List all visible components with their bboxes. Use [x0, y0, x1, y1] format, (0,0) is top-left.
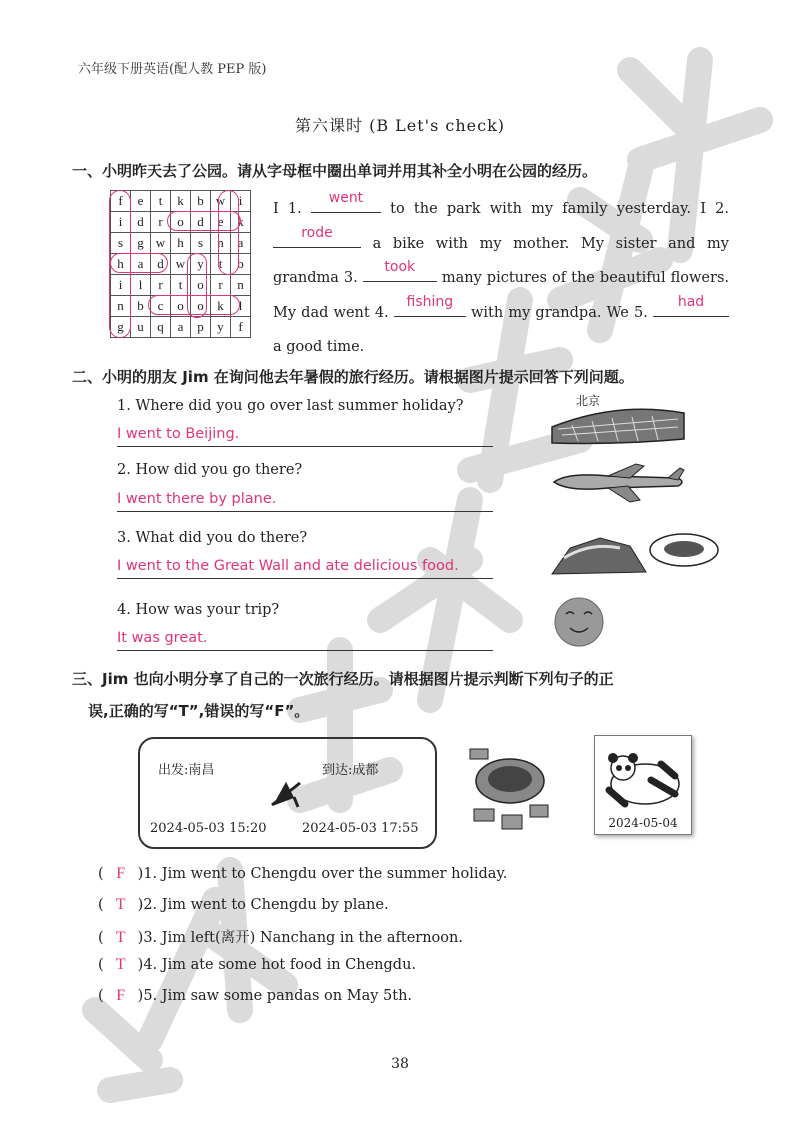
tf-text: )3. Jim left(离开) Nanchang in the afternoon. — [137, 930, 463, 946]
tf-text: )4. Jim ate some hot food in Chengdu. — [137, 957, 417, 973]
tf-text: )5. Jim saw some pandas on May 5th. — [137, 988, 413, 1004]
grid-cell[interactable]: o — [191, 296, 211, 317]
blank-5[interactable] — [653, 293, 729, 317]
grid-cell[interactable]: t — [151, 191, 171, 212]
grid-cell[interactable]: r — [211, 275, 231, 296]
passage-text: a good time. — [273, 339, 365, 355]
grid-cell[interactable]: o — [171, 296, 191, 317]
grid-cell[interactable]: b — [131, 296, 151, 317]
grid-cell[interactable]: i — [111, 212, 131, 233]
answer-5: had — [677, 293, 705, 310]
tf-mark[interactable]: T — [115, 929, 126, 946]
grid-cell[interactable]: h — [111, 254, 131, 275]
answer-1: went — [328, 190, 364, 206]
answer-text: It was great. — [117, 630, 208, 646]
arrive-time: 2024-05-03 17:55 — [302, 821, 419, 836]
grid-cell[interactable]: e — [211, 212, 231, 233]
grid-cell[interactable]: k — [211, 296, 231, 317]
grid-cell[interactable]: u — [131, 317, 151, 338]
grid-cell[interactable]: k — [231, 212, 251, 233]
tf-item-5: ( F )5. Jim saw some pandas on May 5th. — [98, 987, 413, 1004]
tf-item-2: ( T )2. Jim went to Chengdu by plane. — [98, 896, 389, 913]
answer-line-1[interactable] — [117, 426, 493, 447]
grid-cell[interactable]: y — [211, 317, 231, 338]
grid-cell[interactable]: a — [231, 233, 251, 254]
answer-text: I went to Beijing. — [117, 426, 240, 442]
grid-cell[interactable]: g — [131, 233, 151, 254]
grid-cell[interactable]: n — [231, 275, 251, 296]
grid-cell[interactable]: n — [111, 296, 131, 317]
answer-line-3[interactable] — [117, 558, 493, 579]
grid-cell[interactable]: w — [171, 254, 191, 275]
tf-text: )1. Jim went to Chengdu over the summer holiday. — [137, 866, 508, 882]
passage-text: many pictures of the beautiful flowers. My dad went 4. — [273, 270, 729, 321]
passage-text: to the park with my family yesterday. I 2. — [390, 201, 730, 217]
grid-cell[interactable]: s — [111, 233, 131, 254]
beijing-label: 北京 — [576, 394, 601, 408]
airplane-picture — [548, 462, 688, 504]
grid-cell[interactable]: i — [231, 191, 251, 212]
grid-cell[interactable]: w — [211, 191, 231, 212]
grid-cell[interactable]: o — [171, 212, 191, 233]
grid-cell[interactable]: e — [131, 191, 151, 212]
grid-cell[interactable]: c — [151, 296, 171, 317]
circle-had — [110, 253, 168, 273]
blank-1[interactable] — [311, 190, 381, 213]
grid-cell[interactable]: p — [191, 317, 211, 338]
grid-cell[interactable]: a — [171, 317, 191, 338]
lesson-title: 第六课时 (B Let's check) — [294, 116, 506, 135]
answer-4: fishing — [406, 293, 454, 310]
depart-time: 2024-05-03 15:20 — [150, 821, 267, 836]
grid-cell[interactable]: a — [131, 254, 151, 275]
great-wall-food-picture — [550, 528, 722, 578]
question-1: 1. Where did you go over last summer holiday? — [117, 398, 464, 414]
grid-row — [111, 275, 251, 296]
blank-4[interactable] — [394, 293, 466, 317]
passage-text: a bike with my mother. My sister and my grandma 3. — [273, 235, 729, 286]
question-3: 3. What did you do there? — [117, 530, 308, 546]
passage-text: with my grandpa. We 5. — [470, 304, 648, 321]
passage-text: I 1. — [273, 201, 302, 217]
grid-cell[interactable]: d — [151, 254, 171, 275]
answer-3: took — [384, 259, 416, 275]
tf-mark[interactable]: T — [115, 896, 126, 913]
section3-heading-line2: 误,正确的写“T”,错误的写“F”。 — [88, 702, 310, 720]
smiley-face-icon — [548, 596, 610, 648]
grid-cell[interactable]: r — [151, 212, 171, 233]
passage — [273, 192, 729, 365]
grid-cell[interactable]: l — [231, 296, 251, 317]
photo-date: 2024-05-04 — [608, 816, 678, 830]
grid-cell[interactable]: b — [191, 191, 211, 212]
tf-item-1: ( F )1. Jim went to Chengdu over the summer holiday. — [98, 865, 508, 882]
grid-cell[interactable]: n — [211, 233, 231, 254]
grid-cell[interactable]: f — [231, 317, 251, 338]
grid-cell[interactable]: k — [171, 191, 191, 212]
answer-text: I went to the Great Wall and ate delicious food. — [117, 558, 459, 574]
tf-mark[interactable]: F — [116, 865, 126, 882]
grid-cell[interactable]: g — [111, 317, 131, 338]
blank-2[interactable] — [273, 224, 361, 248]
question-4: 4. How was your trip? — [117, 602, 280, 618]
tf-mark[interactable]: T — [115, 956, 126, 973]
grid-cell[interactable]: t — [171, 275, 191, 296]
question-2: 2. How did you go there? — [117, 462, 303, 478]
section2-heading: 二、小明的朋友 Jim 在询问他去年暑假的旅行经历。请根据图片提示回答下列问题。 — [72, 368, 634, 386]
answer-text: I went there by plane. — [117, 491, 277, 507]
grid-cell[interactable]: l — [131, 275, 151, 296]
answer-2: rode — [301, 224, 333, 241]
page-number: 38 — [391, 1056, 409, 1072]
panda-photo — [594, 735, 692, 835]
circle-rode — [167, 211, 241, 231]
flight-ticket — [138, 737, 437, 849]
grid-cell[interactable]: d — [191, 212, 211, 233]
grid-cell[interactable]: r — [151, 275, 171, 296]
stadium-picture — [548, 405, 688, 447]
hotpot-picture — [462, 747, 554, 835]
grid-cell[interactable]: t — [211, 254, 231, 275]
grid-row — [111, 317, 251, 338]
grid-cell[interactable]: s — [191, 233, 211, 254]
grid-cell[interactable]: q — [151, 317, 171, 338]
circle-cook — [148, 295, 240, 315]
grid-cell[interactable]: h — [171, 233, 191, 254]
grid-cell[interactable]: b — [231, 254, 251, 275]
answer-line-2[interactable] — [117, 491, 493, 512]
answer-line-4[interactable] — [117, 630, 493, 651]
grid-cell[interactable]: w — [151, 233, 171, 254]
section3-heading-line1: 三、Jim 也向小明分享了自己的一次旅行经历。请根据图片提示判断下列句子的正 — [72, 670, 614, 688]
tf-text: )2. Jim went to Chengdu by plane. — [137, 897, 389, 913]
blank-3[interactable] — [363, 259, 437, 282]
ticket-from: 出发:南昌 — [158, 763, 215, 778]
tf-item-4: ( T )4. Jim ate some hot food in Chengdu. — [98, 956, 417, 973]
grid-cell[interactable]: f — [111, 191, 131, 212]
grid-cell[interactable]: y — [191, 254, 211, 275]
grid-cell[interactable]: d — [131, 212, 151, 233]
section1-heading: 一、小明昨天去了公园。请从字母框中圈出单词并用其补全小明在公园的经历。 — [72, 162, 598, 180]
grid-cell[interactable]: o — [191, 275, 211, 296]
ticket-to: 到达:成都 — [322, 763, 379, 778]
grid-cell[interactable]: i — [111, 275, 131, 296]
tf-item-3: ( T )3. Jim left(离开) Nanchang in the afternoon. — [98, 929, 463, 946]
page-header: 六年级下册英语(配人教 PEP 版) — [78, 62, 267, 77]
circle-went — [218, 190, 239, 275]
tf-mark[interactable]: F — [116, 987, 126, 1004]
airplane-icon — [268, 777, 304, 813]
